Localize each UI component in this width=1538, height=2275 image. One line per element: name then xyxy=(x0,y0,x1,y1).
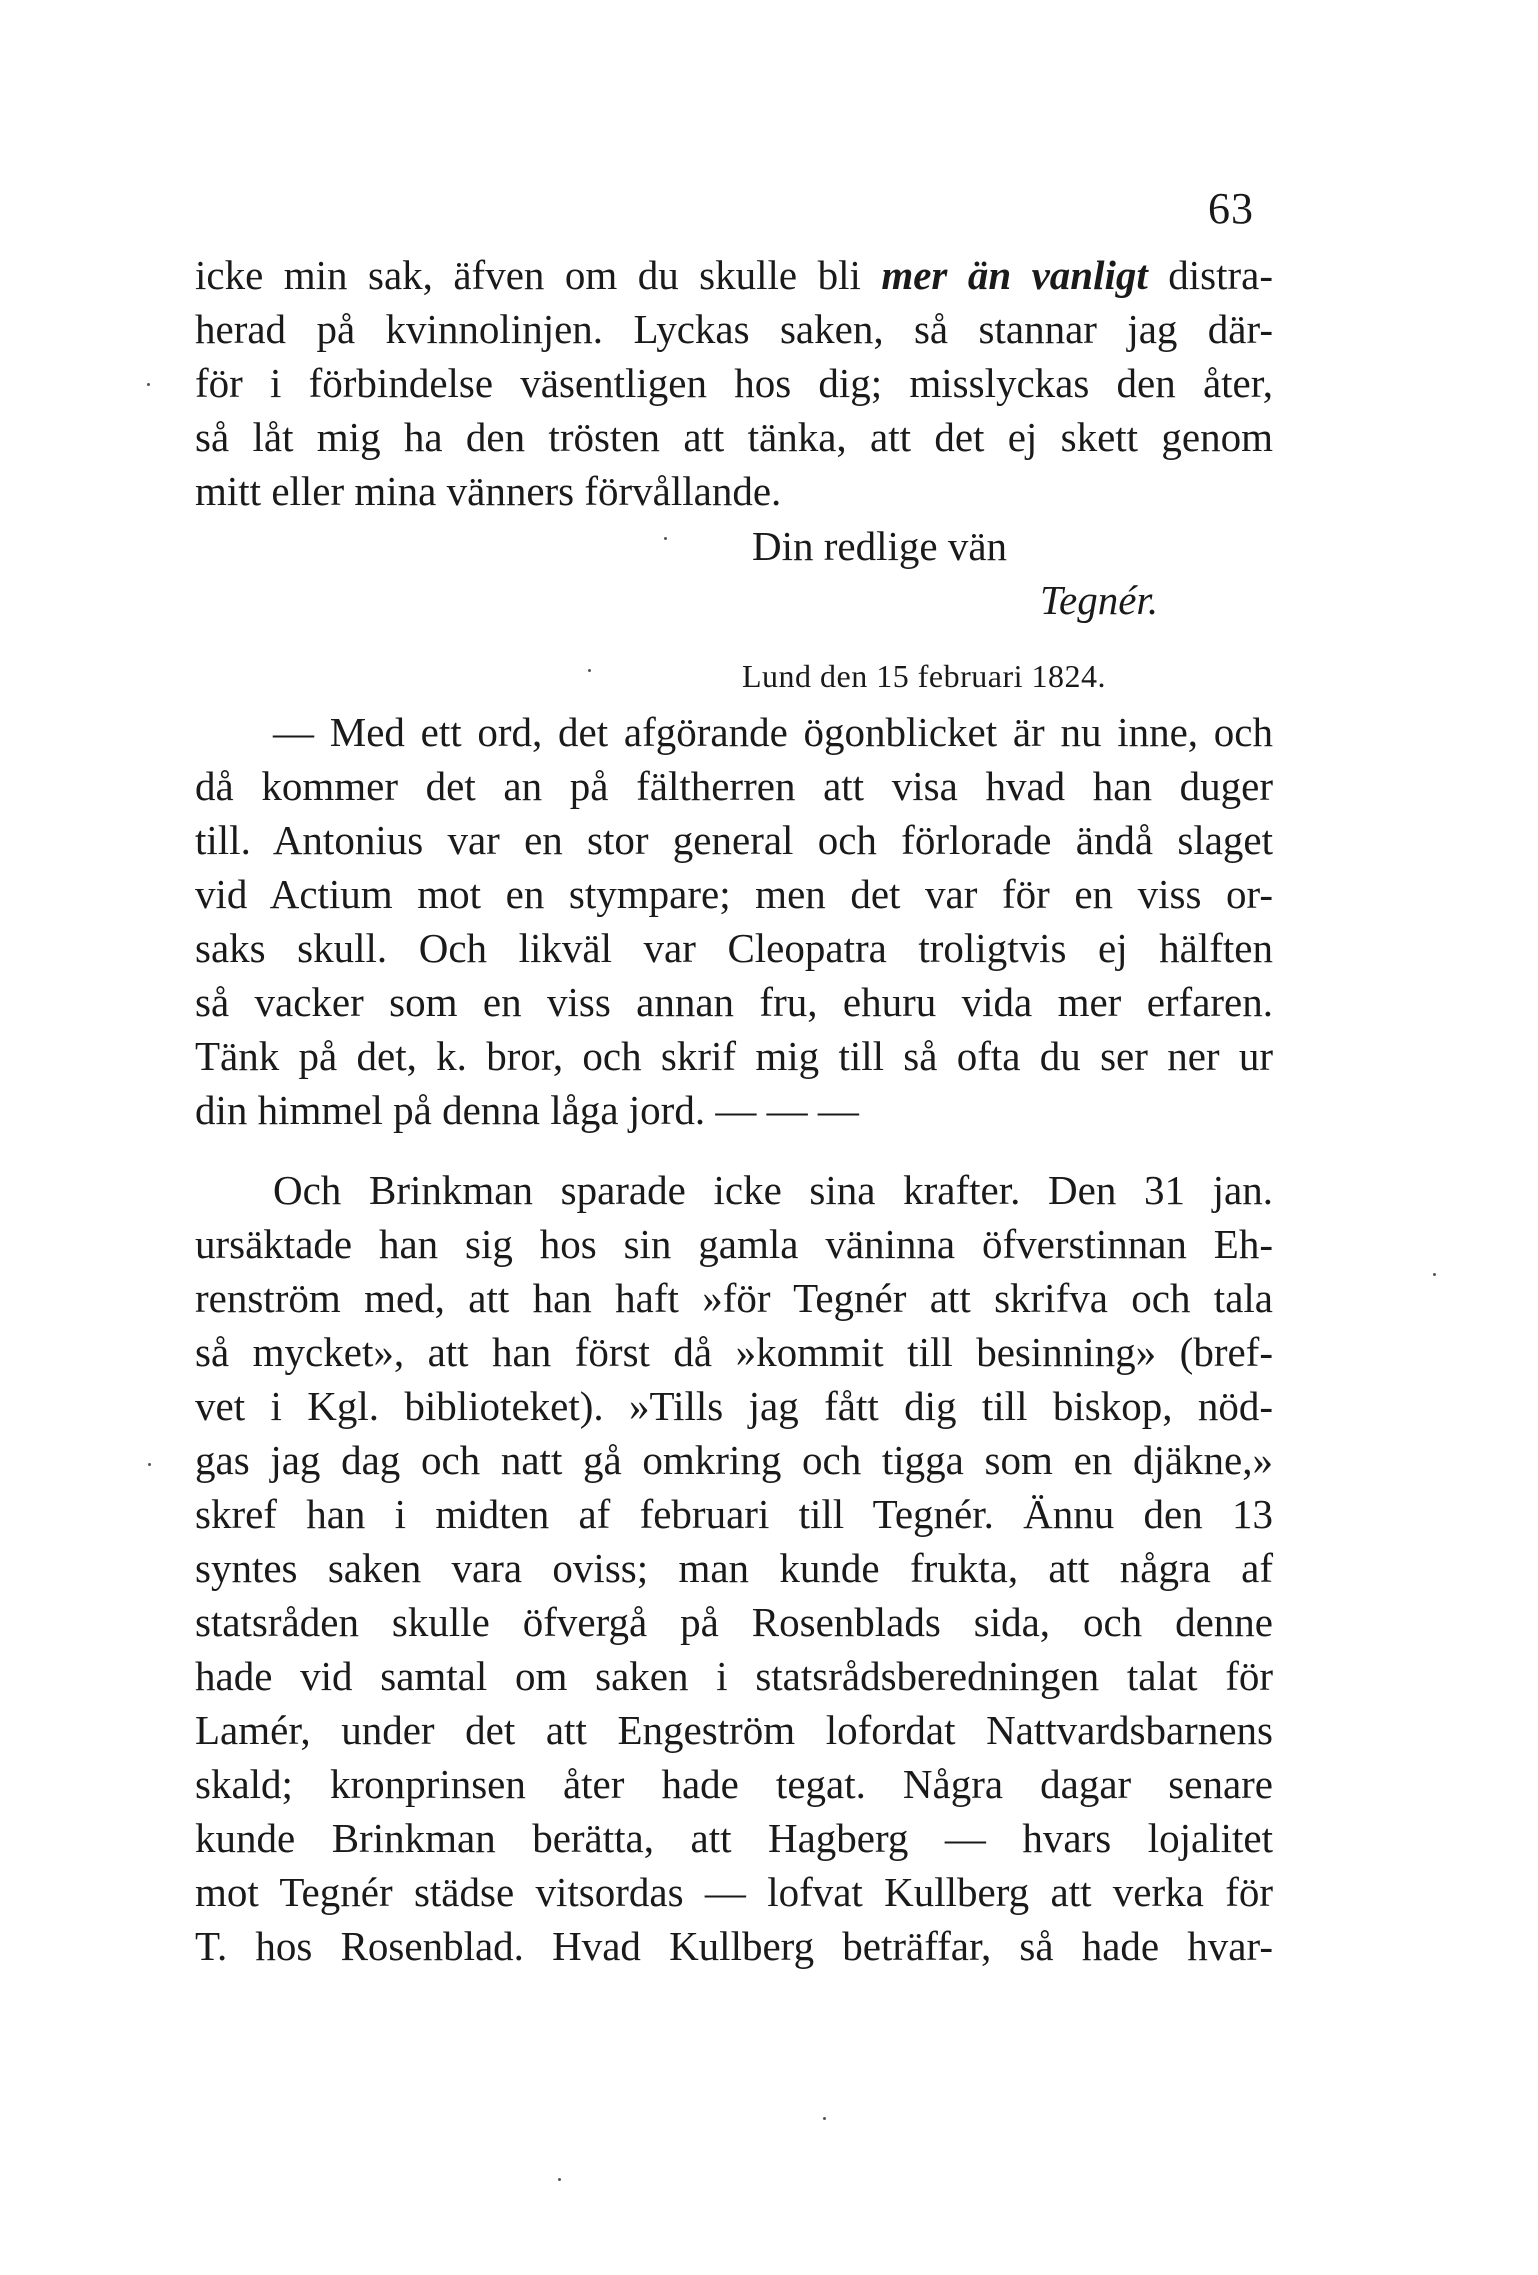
letter-excerpt xyxy=(195,248,1273,518)
letter-signature: Tegnér. xyxy=(1040,577,1159,623)
paragraph-line: skref han i midten af februari till Tegnér. Ännu den 13 xyxy=(195,1491,1273,1537)
paragraph-line: Lamér, under det att Engeström lofordat Nattvardsbarnens xyxy=(195,1707,1273,1753)
letter-text: icke min sak, äfven om du skulle bli xyxy=(195,252,882,298)
paragraph-line: hade vid samtal om saken i statsrådsberedningen talat för xyxy=(195,1653,1273,1699)
paragraph-line: Och Brinkman sparade icke sina krafter. Den 31 jan. xyxy=(273,1167,1273,1213)
letter-line: herad på kvinnolinjen. Lyckas saken, så stannar jag där- xyxy=(195,306,1273,352)
paragraph-2 xyxy=(195,1163,1273,1973)
scan-speck xyxy=(147,383,150,386)
letter-line: mitt eller mina vänners förvållande. xyxy=(195,468,782,514)
letter-line: för i förbindelse väsentligen hos dig; misslyckas den åter, xyxy=(195,360,1273,406)
letter-line xyxy=(195,248,1273,302)
scan-speck xyxy=(823,2117,826,2120)
scan-speck xyxy=(1433,1273,1436,1276)
paragraph-line: gas jag dag och natt gå omkring och tigga som en djäkne,» xyxy=(195,1437,1273,1483)
paragraph-line: till. Antonius var en stor general och förlorade ändå slaget xyxy=(195,817,1273,863)
paragraph-line: Tänk på det, k. bror, och skrif mig till så ofta du ser ner ur xyxy=(195,1033,1273,1079)
page-number: 63 xyxy=(1208,184,1254,233)
letter-text: distra- xyxy=(1147,252,1273,298)
paragraph-line: vet i Kgl. biblioteket). »Tills jag fått dig till biskop, nöd- xyxy=(195,1383,1273,1429)
paragraph-line: vid Actium mot en stympare; men det var för en viss or- xyxy=(195,871,1273,917)
paragraph-line: statsråden skulle öfvergå på Rosenblads sida, och denne xyxy=(195,1599,1273,1645)
scan-speck xyxy=(148,1463,151,1466)
emphasized-text: mer än vanligt xyxy=(881,252,1148,298)
paragraph-line: din himmel på denna låga jord. — — — xyxy=(195,1087,859,1133)
letter-dateline: Lund den 15 februari 1824. xyxy=(742,658,1107,694)
paragraph-line: så mycket», att han först då »kommit till besinning» (bref- xyxy=(195,1329,1273,1375)
scan-speck xyxy=(664,537,667,540)
paragraph-line: kunde Brinkman berätta, att Hagberg — hvars lojalitet xyxy=(195,1815,1273,1861)
paragraph-line: så vacker som en viss annan fru, ehuru vida mer erfaren. xyxy=(195,979,1273,1025)
letter-line: så låt mig ha den trösten att tänka, att det ej skett genom xyxy=(195,414,1273,460)
paragraph-line: skald; kronprinsen åter hade tegat. Några dagar senare xyxy=(195,1761,1273,1807)
scan-speck xyxy=(558,2178,561,2181)
paragraph-line: T. hos Rosenblad. Hvad Kullberg beträffar, så hade hvar- xyxy=(195,1923,1273,1969)
paragraph-line: då kommer det an på fältherren att visa hvad han duger xyxy=(195,763,1273,809)
scan-speck xyxy=(588,669,591,672)
paragraph-line: renström med, att han haft »för Tegnér att skrifva och tala xyxy=(195,1275,1273,1321)
paragraph-line: mot Tegnér städse vitsordas — lofvat Kullberg att verka för xyxy=(195,1869,1273,1915)
paragraph-1 xyxy=(195,705,1273,1137)
paragraph-line: syntes saken vara oviss; man kunde frukta, att några af xyxy=(195,1545,1273,1591)
paragraph-line: — Med ett ord, det afgörande ögonblicket är nu inne, och xyxy=(273,709,1273,755)
letter-closing: Din redlige vän xyxy=(752,523,1008,569)
paragraph-line: ursäktade han sig hos sin gamla väninna öfverstinnan Eh- xyxy=(195,1221,1273,1267)
paragraph-line: saks skull. Och likväl var Cleopatra troligtvis ej hälften xyxy=(195,925,1273,971)
